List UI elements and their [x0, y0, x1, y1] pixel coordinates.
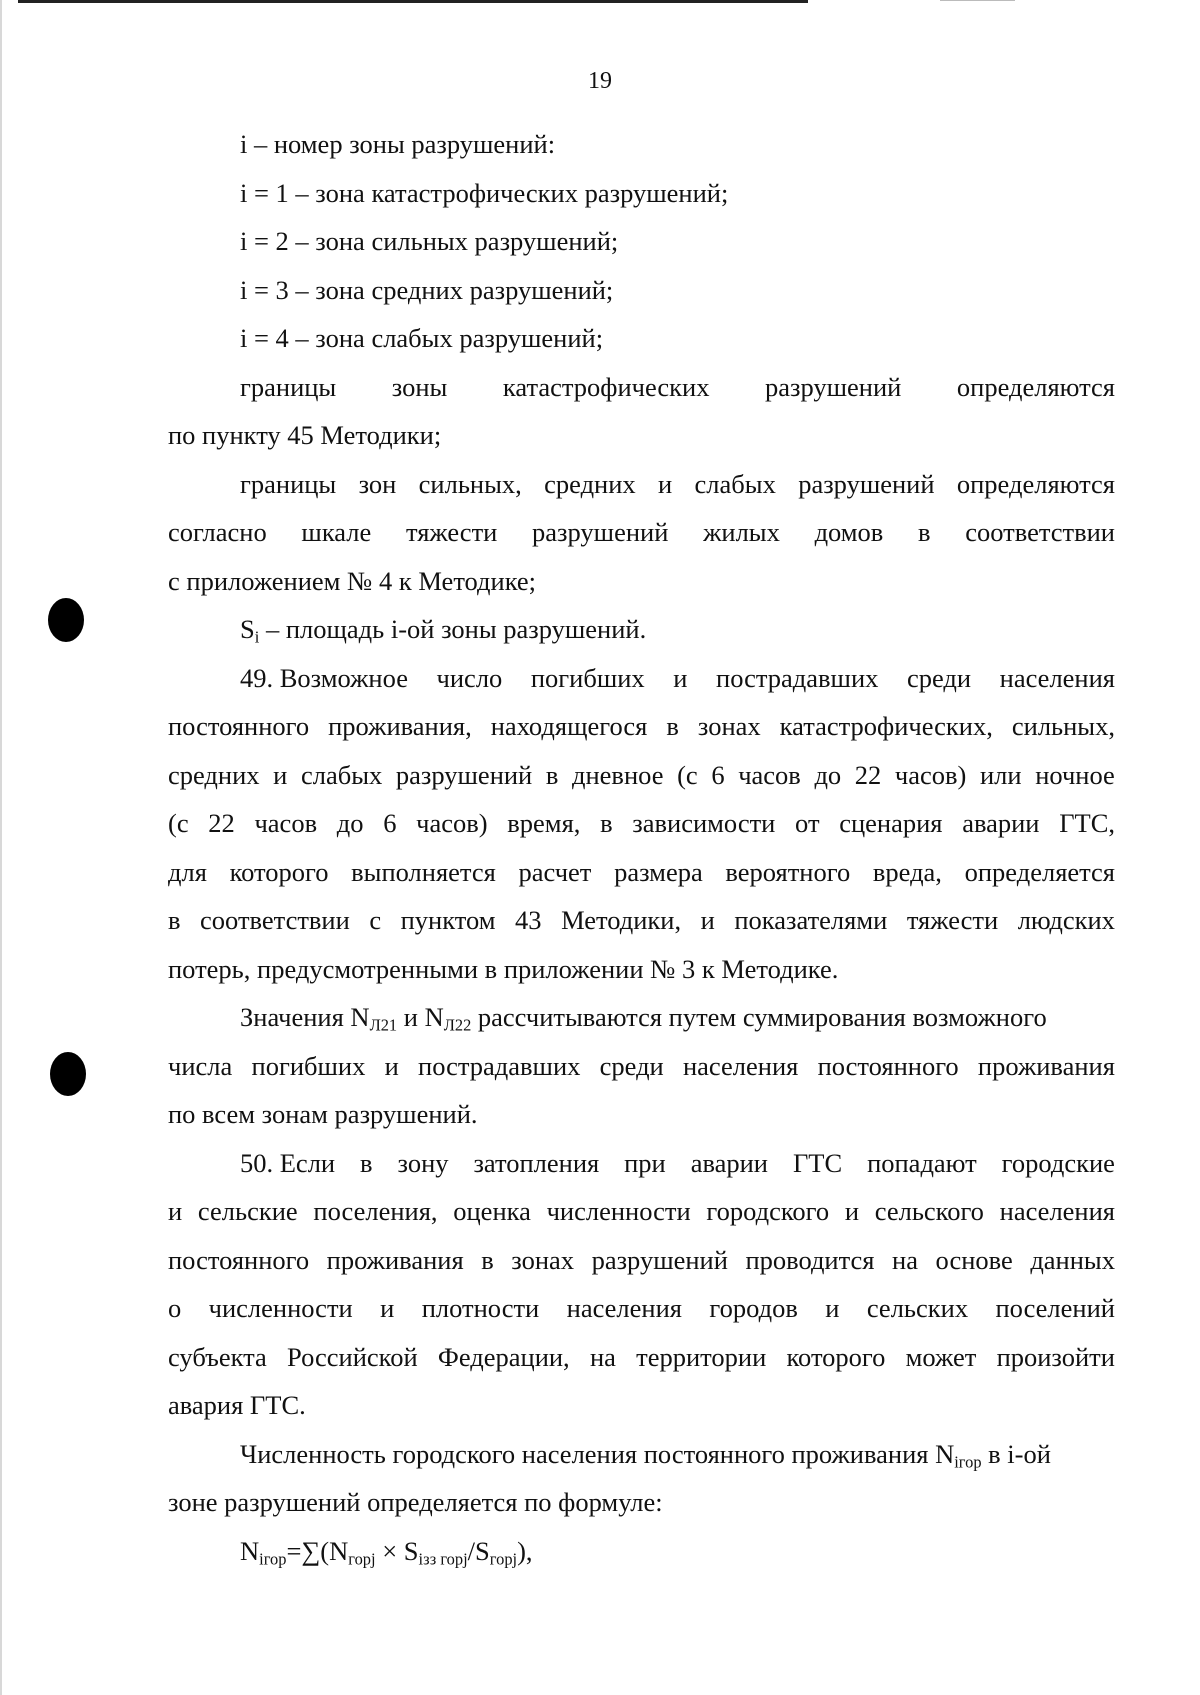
word: поселений: [995, 1293, 1115, 1323]
punch-hole-upper: [48, 598, 84, 642]
text: в i-ой: [981, 1438, 1051, 1469]
word: Федерации,: [437, 1341, 570, 1372]
word: и: [700, 905, 715, 935]
word: для: [168, 856, 207, 887]
word: населения: [999, 1196, 1115, 1226]
word: показателями: [734, 905, 888, 935]
word: сельских: [866, 1293, 969, 1323]
text: рассчитываются путем суммирования возможного: [471, 1002, 1047, 1032]
word: дневное: [572, 759, 664, 790]
word: границы: [240, 468, 337, 499]
text-line: по всем зонам разрушений.: [168, 1099, 478, 1129]
word: пострадавших: [716, 662, 879, 693]
word: 49. Возможное: [240, 662, 408, 693]
word: проживания: [326, 1244, 464, 1275]
justified-line: [168, 799, 1115, 848]
formula-part: ),: [517, 1535, 533, 1566]
word: согласно: [168, 517, 267, 547]
word: в: [545, 759, 559, 790]
justified-line: [168, 702, 1115, 751]
word: соответствии: [200, 905, 350, 935]
formula-part: /S: [467, 1535, 490, 1566]
word: зоны: [391, 371, 448, 402]
word: о: [168, 1293, 182, 1323]
word: территории: [636, 1341, 767, 1372]
word: и: [273, 759, 288, 790]
word: 22: [854, 759, 882, 790]
word: городские: [1001, 1147, 1115, 1178]
word: среди: [906, 662, 972, 693]
word: часов): [894, 759, 967, 790]
word: на: [589, 1341, 616, 1372]
word: часов): [416, 808, 488, 838]
punch-hole-lower: [50, 1052, 86, 1096]
text-line: i = 4 – зона слабых разрушений;: [240, 323, 604, 353]
text-line-values: [168, 993, 1115, 1042]
word: сельского: [874, 1196, 984, 1226]
word: проводится: [745, 1244, 875, 1275]
word: в: [481, 1244, 494, 1275]
word: выполняется: [351, 856, 496, 887]
justified-line: [168, 1236, 1115, 1285]
justified-line: [168, 1139, 1115, 1188]
formula-part: × S: [375, 1535, 419, 1566]
word: попадают: [867, 1147, 977, 1178]
subscript: iзз горj: [418, 1549, 468, 1569]
word: часов: [738, 759, 801, 790]
word: сценария: [839, 808, 943, 838]
word: разрушений: [765, 371, 902, 402]
word: произойти: [996, 1341, 1115, 1372]
word: до: [814, 759, 842, 790]
word: находящегося: [490, 711, 648, 741]
word: число: [436, 662, 503, 693]
word: сильных,: [1011, 711, 1115, 741]
word: разрушений: [591, 1244, 728, 1275]
word: которого: [786, 1341, 886, 1372]
word: от: [795, 808, 820, 838]
word: (с: [168, 808, 189, 838]
justified-line: [168, 1284, 1115, 1333]
scan-top-rule: [18, 0, 808, 3]
word: при: [624, 1147, 666, 1178]
word: населения: [682, 1050, 799, 1081]
justified-line: [168, 848, 1115, 897]
word: определяются: [956, 371, 1115, 402]
word: 50. Если: [240, 1147, 336, 1178]
word: постоянного: [817, 1050, 959, 1081]
word: или: [980, 759, 1022, 790]
word: и: [673, 662, 688, 693]
word: домов: [814, 517, 884, 547]
word: пунктом: [400, 905, 496, 935]
word: границы: [240, 371, 337, 402]
text-line-population: [168, 1430, 1115, 1479]
subscript: горj: [348, 1549, 376, 1569]
word: слабых: [300, 759, 383, 790]
word: постоянного: [168, 1244, 310, 1275]
word: населения: [999, 662, 1115, 693]
word: тяжести: [406, 517, 498, 547]
subscript: горj: [489, 1549, 518, 1569]
word: проживания: [977, 1050, 1115, 1081]
word: аварии: [962, 808, 1040, 838]
word: проживания,: [328, 711, 472, 741]
word: разрушений: [395, 759, 533, 790]
word: 43: [515, 905, 542, 935]
justified-line: [168, 508, 1115, 557]
formula: [168, 1527, 1115, 1576]
word: сильных,: [418, 468, 522, 499]
word: затопления: [473, 1147, 600, 1178]
word: в: [360, 1147, 373, 1178]
justified-line: [168, 751, 1115, 800]
word: часов: [254, 808, 318, 838]
word: катастрофических: [502, 371, 710, 402]
text: – площадь i-ой зоны разрушений.: [259, 614, 647, 644]
word: в: [168, 905, 181, 935]
word: пострадавших: [418, 1050, 581, 1081]
justified-line: [168, 363, 1115, 412]
justified-line: [168, 654, 1115, 703]
justified-line: [168, 1333, 1115, 1382]
word: плотности: [421, 1293, 540, 1323]
word: людских: [1017, 905, 1115, 935]
word: погибших: [530, 662, 645, 693]
word: в: [666, 711, 679, 741]
word: и: [844, 1196, 860, 1226]
justified-line: [168, 460, 1115, 509]
text-line: по пункту 45 Методики;: [168, 420, 442, 450]
word: и: [380, 1293, 395, 1323]
word: вреда,: [872, 856, 942, 887]
text: и N: [397, 1002, 444, 1032]
word: зонах: [697, 711, 761, 741]
word: определяются: [956, 468, 1115, 499]
text-line: i = 3 – зона средних разрушений;: [240, 274, 614, 305]
subscript: iгор: [954, 1452, 982, 1472]
justified-line: [168, 1187, 1115, 1236]
word: до: [336, 808, 364, 838]
word: поселения,: [313, 1196, 438, 1226]
word: числа: [168, 1050, 233, 1081]
scan-top-rule-fragment: [940, 0, 1015, 1]
text-line: зоне разрушений определяется по формуле:: [168, 1487, 663, 1517]
word: городов: [709, 1293, 798, 1323]
word: аварии: [690, 1147, 768, 1178]
subscript: Л21: [369, 1015, 398, 1035]
subscript: Л22: [443, 1015, 472, 1035]
word: с: [369, 905, 382, 935]
word: среди: [599, 1050, 664, 1081]
word: время,: [507, 808, 581, 838]
word: которого: [229, 856, 329, 887]
text-line: i = 1 – зона катастрофических разрушений;: [240, 177, 729, 208]
word: и: [658, 468, 673, 499]
word: основе: [935, 1244, 1013, 1275]
word: соответствии: [965, 517, 1115, 547]
word: субъекта: [168, 1341, 267, 1372]
word: катастрофических,: [779, 711, 993, 741]
page-number: 19: [588, 68, 612, 94]
word: населения: [566, 1293, 682, 1323]
text: Значения N: [240, 1002, 370, 1032]
word: постоянного: [168, 711, 310, 741]
word: шкале: [301, 517, 372, 547]
formula-part: =∑(N: [286, 1535, 349, 1566]
word: в: [600, 808, 613, 838]
word: ночное: [1035, 759, 1115, 790]
justified-line: [168, 1042, 1115, 1091]
text-line: с приложением № 4 к Методике;: [168, 565, 537, 596]
word: погибших: [251, 1050, 366, 1081]
word: ГТС: [792, 1147, 843, 1178]
word: зонах: [511, 1244, 575, 1275]
word: Российской: [287, 1341, 418, 1372]
text: Численность городского населения постоянного проживания N: [240, 1438, 955, 1469]
word: слабых: [694, 468, 776, 499]
word: разрушений: [532, 517, 669, 547]
word: ГТС,: [1059, 808, 1115, 838]
word: сельские: [197, 1196, 298, 1226]
word: тяжести: [906, 905, 999, 935]
subscript: iгор: [259, 1549, 287, 1569]
text-line: i = 2 – зона сильных разрушений;: [240, 226, 619, 256]
text-line-si: [168, 605, 1115, 654]
word: может: [905, 1341, 977, 1372]
justified-line: [168, 896, 1115, 945]
word: зависимости: [632, 808, 776, 838]
word: зону: [397, 1147, 449, 1178]
word: 22: [208, 808, 235, 838]
word: оценка: [453, 1196, 531, 1226]
word: расчет: [518, 856, 592, 887]
word: средних: [544, 468, 636, 499]
word: на: [892, 1244, 918, 1275]
word: городского: [706, 1196, 830, 1226]
text-line: i – номер зоны разрушений:: [240, 129, 556, 159]
scan-left-edge: [0, 0, 2, 1695]
word: зон: [358, 468, 397, 499]
word: 6: [711, 759, 725, 790]
word: вероятного: [725, 856, 851, 887]
word: (с: [677, 759, 698, 790]
document-body: [168, 120, 1115, 1575]
text-line: авария ГТС.: [168, 1390, 306, 1420]
formula-part: N: [240, 1535, 260, 1566]
word: размера: [614, 856, 703, 887]
word: жилых: [703, 517, 780, 547]
word: Методики,: [561, 905, 682, 935]
word: 6: [383, 808, 397, 838]
symbol: S: [240, 614, 255, 644]
word: средних: [168, 759, 260, 790]
word: численности: [546, 1196, 691, 1226]
word: и: [825, 1293, 840, 1323]
subscript: i: [254, 627, 260, 647]
word: и: [384, 1050, 399, 1081]
word: численности: [208, 1293, 353, 1323]
word: в: [918, 517, 931, 547]
word: разрушений: [798, 468, 935, 499]
text-line: потерь, предусмотренными в приложении № 3 к Методике.: [168, 953, 839, 984]
word: определяется: [964, 856, 1115, 887]
word: данных: [1030, 1244, 1115, 1275]
word: и: [168, 1196, 183, 1226]
